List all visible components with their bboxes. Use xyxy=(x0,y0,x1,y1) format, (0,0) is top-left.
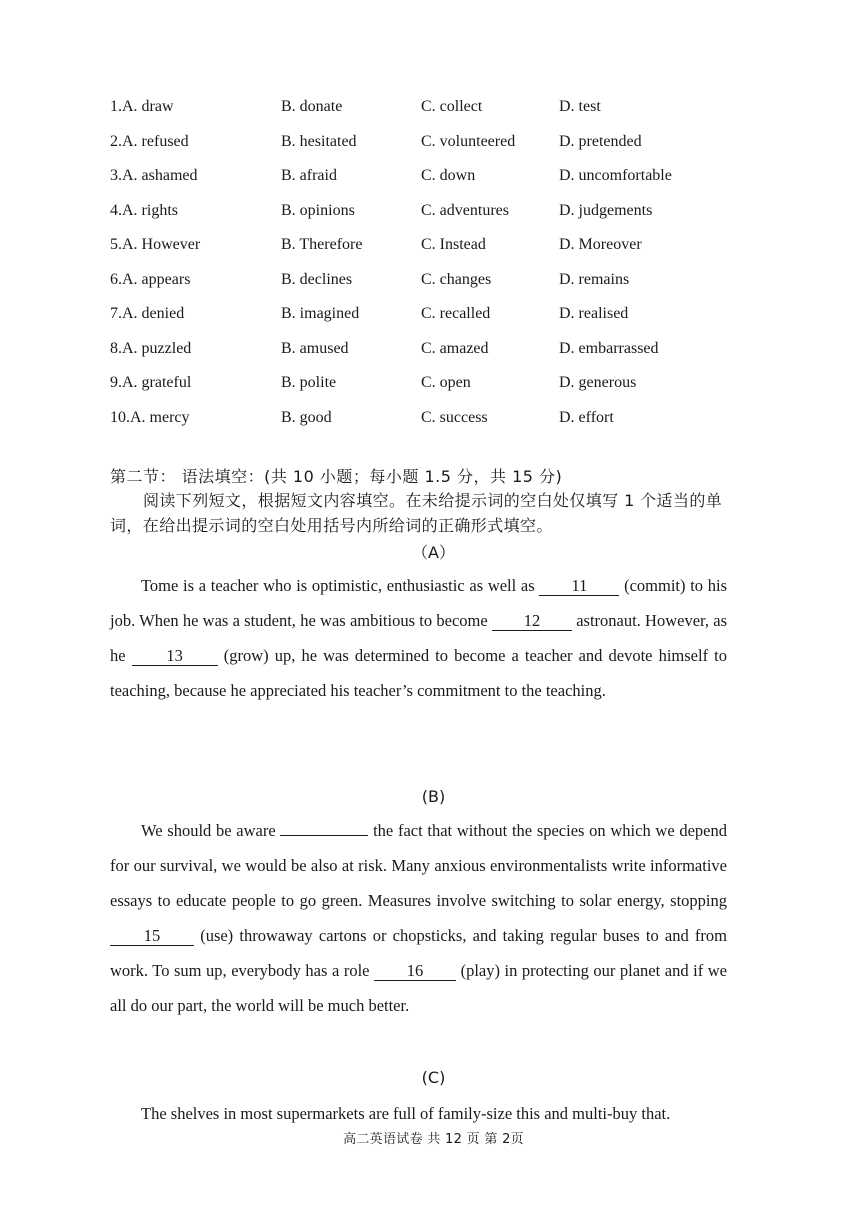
option-c: C. amazed xyxy=(421,339,489,357)
question-number: 1. xyxy=(110,98,122,115)
option-a xyxy=(110,338,191,360)
question-number: 8. xyxy=(110,339,122,357)
question-number: 7. xyxy=(110,305,122,322)
option-b: B. afraid xyxy=(281,167,337,184)
passage-a xyxy=(110,568,727,708)
option-a-text: A. denied xyxy=(122,305,185,322)
option-b: B. polite xyxy=(281,374,337,391)
option-a-text: A. grateful xyxy=(122,374,192,391)
blank-11: 11 xyxy=(539,577,619,596)
option-row xyxy=(110,368,750,403)
option-a xyxy=(110,303,184,325)
passage-b-text-3: (use) throwaway cartons or chopsticks, and taking regular buses to and from work. To sum up, everybody has a role xyxy=(110,926,727,980)
question-number: 3. xyxy=(110,167,122,184)
option-d: D. effort xyxy=(559,408,614,426)
option-a xyxy=(110,96,174,118)
passage-c-label: (C) xyxy=(421,1068,446,1087)
option-a xyxy=(110,131,189,153)
option-row xyxy=(110,161,750,196)
option-b: B. imagined xyxy=(281,305,360,322)
option-row xyxy=(110,265,750,300)
passage-b-text-4: (play) in protecting our planet and if we all do our part, the world will be much better. xyxy=(110,961,727,1015)
blank-14 xyxy=(280,835,368,836)
option-row xyxy=(110,92,750,127)
option-a xyxy=(110,200,178,222)
option-d: D. realised xyxy=(559,305,629,322)
option-row xyxy=(110,127,750,162)
option-b: B. donate xyxy=(281,98,343,115)
passage-a-label: （A） xyxy=(412,543,455,562)
option-row xyxy=(110,403,750,438)
option-d: D. embarrassed xyxy=(559,339,659,357)
option-a-text: A. rights xyxy=(122,201,178,219)
blank-12: 12 xyxy=(492,612,572,631)
option-d: D. generous xyxy=(559,374,637,391)
section-heading: 第二节： 语法填空：(共 10 小题；每小题 1.5 分，共 15 分) xyxy=(110,467,563,486)
question-number: 4. xyxy=(110,201,122,219)
blank-16: 16 xyxy=(374,962,456,981)
question-number: 9. xyxy=(110,374,122,391)
option-b: B. declines xyxy=(281,270,353,288)
question-number: 5. xyxy=(110,236,122,253)
option-row xyxy=(110,299,750,334)
passage-c xyxy=(110,1096,727,1131)
passage-a-text-1: Tome is a teacher who is optimistic, enthusiastic as well as xyxy=(141,576,540,595)
passage-b-label: (B) xyxy=(421,787,446,806)
passage-c-text-1: The shelves in most supermarkets are full of family-size this and multi-buy that. xyxy=(141,1104,671,1123)
option-c: C. success xyxy=(421,408,488,426)
option-a-text: A. puzzled xyxy=(122,339,192,357)
option-a xyxy=(110,269,190,291)
option-row xyxy=(110,334,750,369)
option-d: D. test xyxy=(559,98,601,115)
option-b: B. good xyxy=(281,408,332,426)
option-a-text: A. appears xyxy=(122,270,191,288)
option-row xyxy=(110,230,750,265)
option-c: C. volunteered xyxy=(421,132,516,150)
passage-b xyxy=(110,813,727,1023)
blank-13: 13 xyxy=(132,647,218,666)
option-d: D. judgements xyxy=(559,201,653,219)
option-a xyxy=(110,407,190,429)
question-number: 6. xyxy=(110,270,122,288)
option-c: C. changes xyxy=(421,270,492,288)
option-c: C. open xyxy=(421,374,471,391)
option-c: C. Instead xyxy=(421,236,486,253)
passage-a-text-2: (commit) to his job. When he was a student, he was ambitious to become xyxy=(110,576,727,630)
option-c: C. recalled xyxy=(421,305,491,322)
passage-b-text-1: We should be aware xyxy=(141,821,281,840)
option-d: D. pretended xyxy=(559,132,642,150)
option-a-text: A. draw xyxy=(122,98,174,115)
option-b: B. hesitated xyxy=(281,132,357,150)
option-a-text: A. However xyxy=(122,236,201,253)
option-b: B. Therefore xyxy=(281,236,363,253)
question-number: 2. xyxy=(110,132,122,150)
option-row xyxy=(110,196,750,231)
option-c: C. adventures xyxy=(421,201,509,219)
page-footer: 高二英语试卷 共 12 页 第 2页 xyxy=(343,1132,524,1147)
option-b: B. opinions xyxy=(281,201,355,219)
option-a-text: A. refused xyxy=(122,132,189,150)
option-a-text: A. mercy xyxy=(130,408,190,426)
option-c: C. down xyxy=(421,167,476,184)
section-instructions: 阅读下列短文，根据短文内容填空。在未给提示词的空白处仅填写 1 个适当的单词，在给出提示词的空白处用括号内所给词的正确形式填空。 xyxy=(110,491,723,535)
option-a xyxy=(110,165,198,187)
option-d: D. remains xyxy=(559,270,630,288)
passage-a-text-3: astronaut. However, as he xyxy=(110,611,727,665)
option-b: B. amused xyxy=(281,339,349,357)
option-a xyxy=(110,372,191,394)
question-number: 10. xyxy=(110,408,130,426)
blank-15: 15 xyxy=(110,927,194,946)
passage-a-text-4: (grow) up, he was determined to become a teacher and devote himself to teaching, because he appreciated his teacher’s commitment to the teaching. xyxy=(110,646,727,700)
option-d: D. uncomfortable xyxy=(559,167,672,184)
option-a-text: A. ashamed xyxy=(122,167,198,184)
options-table xyxy=(110,92,750,437)
option-d: D. Moreover xyxy=(559,236,642,253)
passage-b-text-2: the fact that without the species on which we depend for our survival, we would be also at risk. Many anxious environmentalists write informative essays to educate people to go green. Measures involve switching to solar energy, stopping xyxy=(110,821,727,910)
option-c: C. collect xyxy=(421,98,483,115)
option-a xyxy=(110,234,200,256)
